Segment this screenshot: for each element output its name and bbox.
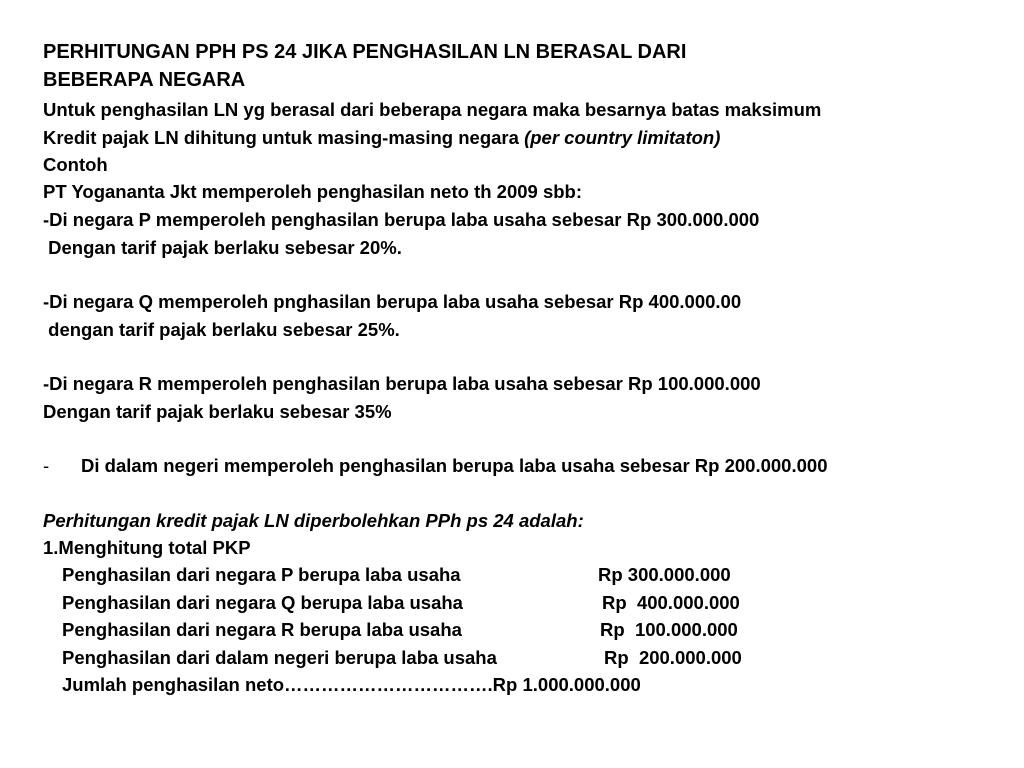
intro-line-2-text: Kredit pajak LN dihitung untuk masing-masing negara bbox=[43, 127, 525, 148]
income-row-domestic-amount: Rp 200.000.000 bbox=[604, 647, 742, 668]
income-row-q-label: Penghasilan dari negara Q berupa laba usaha bbox=[62, 592, 463, 613]
total-income-row: Jumlah penghasilan neto…………………………….Rp 1.000.000.000 bbox=[62, 674, 641, 695]
domestic-income: Di dalam negeri memperoleh penghasilan berupa laba usaha sebesar Rp 200.000.000 bbox=[81, 455, 828, 476]
income-row-domestic-label: Penghasilan dari dalam negeri berupa laba usaha bbox=[62, 647, 497, 668]
country-r-income: -Di negara R memperoleh penghasilan berupa laba usaha sebesar Rp 100.000.000 bbox=[43, 373, 761, 394]
country-r-rate: Dengan tarif pajak berlaku sebesar 35% bbox=[43, 401, 392, 422]
title-line-2: BEBERAPA NEGARA bbox=[43, 69, 246, 91]
intro-line-1: Untuk penghasilan LN yg berasal dari beberapa negara maka besarnya batas maksimum bbox=[43, 99, 822, 120]
step1-heading: 1.Menghitung total PKP bbox=[43, 537, 251, 558]
income-row-p-amount: Rp 300.000.000 bbox=[598, 564, 731, 585]
income-row-r-amount: Rp 100.000.000 bbox=[600, 619, 738, 640]
company-line: PT Yogananta Jkt memperoleh penghasilan neto th 2009 sbb: bbox=[43, 181, 583, 202]
intro-line-2 bbox=[43, 129, 720, 148]
income-row-q-amount: Rp 400.000.000 bbox=[602, 592, 740, 613]
income-row-r-label: Penghasilan dari negara R berupa laba usaha bbox=[62, 619, 462, 640]
example-label: Contoh bbox=[43, 154, 108, 175]
intro-line-2-italic: (per country limitaton) bbox=[524, 127, 721, 148]
country-p-rate: Dengan tarif pajak berlaku sebesar 20%. bbox=[43, 237, 402, 258]
country-q-income: -Di negara Q memperoleh pnghasilan berupa laba usaha sebesar Rp 400.000.00 bbox=[43, 291, 742, 312]
country-p-income: -Di negara P memperoleh penghasilan berupa laba usaha sebesar Rp 300.000.000 bbox=[43, 209, 760, 230]
domestic-bullet: - bbox=[43, 455, 50, 476]
income-row-p-label: Penghasilan dari negara P berupa laba usaha bbox=[62, 564, 461, 585]
country-q-rate: dengan tarif pajak berlaku sebesar 25%. bbox=[43, 319, 400, 340]
title-line-1: PERHITUNGAN PPH PS 24 JIKA PENGHASILAN LN BERASAL DARI bbox=[43, 41, 687, 63]
calc-heading: Perhitungan kredit pajak LN diperbolehkan PPh ps 24 adalah: bbox=[43, 510, 584, 531]
